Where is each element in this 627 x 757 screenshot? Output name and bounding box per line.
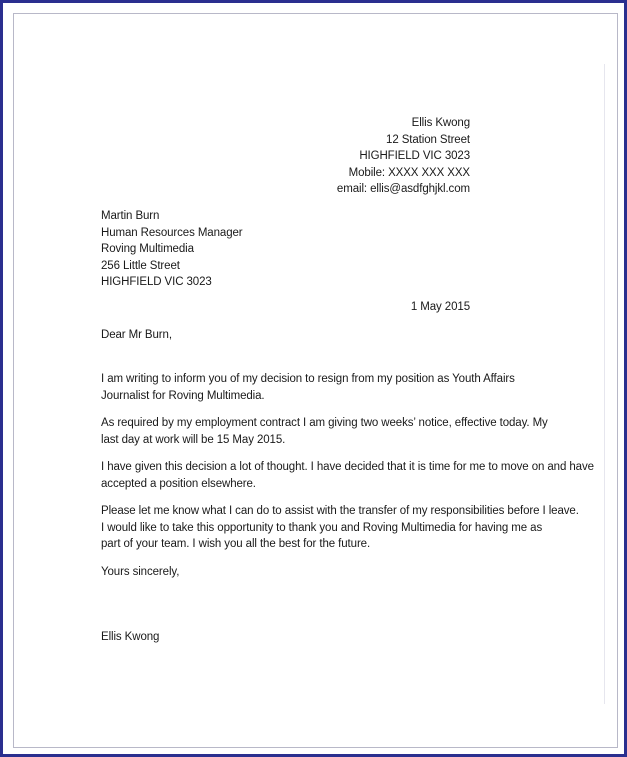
paragraph-line: accepted a position elsewhere. bbox=[101, 477, 256, 490]
paragraph-line: part of your team. I wish you all the best for the future. bbox=[101, 538, 371, 550]
sender-name: Ellis Kwong bbox=[411, 117, 470, 129]
sender-street: 12 Station Street bbox=[386, 133, 470, 146]
recipient-title: Human Resources Manager bbox=[101, 226, 243, 239]
page-edge-line bbox=[604, 64, 605, 704]
paragraph-line: As required by my employment contract I am giving two weeks’ notice, effective today. My bbox=[101, 417, 548, 429]
closing: Yours sincerely, bbox=[101, 566, 180, 578]
recipient-name: Martin Burn bbox=[101, 210, 160, 222]
paragraph-line: I am writing to inform you of my decision to resign from my position as Youth Affairs bbox=[101, 373, 515, 385]
sender-email: email: ellis@asdfghjkl.com bbox=[336, 183, 470, 195]
paragraph-3 bbox=[101, 459, 594, 492]
letter-date: 1 May 2015 bbox=[410, 301, 470, 313]
recipient-city: HIGHFIELD VIC 3023 bbox=[101, 276, 212, 288]
paragraph-line: I have given this decision a lot of thought. I have decided that it is time for me to move on and have bbox=[101, 461, 594, 473]
recipient-company: Roving Multimedia bbox=[101, 243, 194, 255]
signature-name: Ellis Kwong bbox=[101, 631, 160, 643]
paragraph-line: I would like to take this opportunity to thank you and Roving Multimedia for having me as bbox=[101, 521, 543, 534]
paragraph-line: Journalist for Roving Multimedia. bbox=[101, 389, 265, 402]
paragraph-line: Please let me know what I can do to assist with the transfer of my responsibilities before I leave. bbox=[101, 505, 579, 517]
salutation: Dear Mr Burn, bbox=[101, 329, 172, 341]
sender-city: HIGHFIELD VIC 3023 bbox=[359, 150, 470, 162]
paragraph-2 bbox=[101, 415, 548, 448]
paragraph-1 bbox=[101, 371, 515, 404]
paragraph-line: last day at work will be 15 May 2015. bbox=[101, 433, 286, 446]
paragraph-4 bbox=[101, 503, 579, 553]
sender-address-block bbox=[337, 115, 470, 198]
recipient-address-block bbox=[101, 208, 243, 291]
sender-mobile: Mobile: XXXX XXX XXX bbox=[348, 166, 470, 179]
recipient-street: 256 Little Street bbox=[101, 259, 180, 272]
